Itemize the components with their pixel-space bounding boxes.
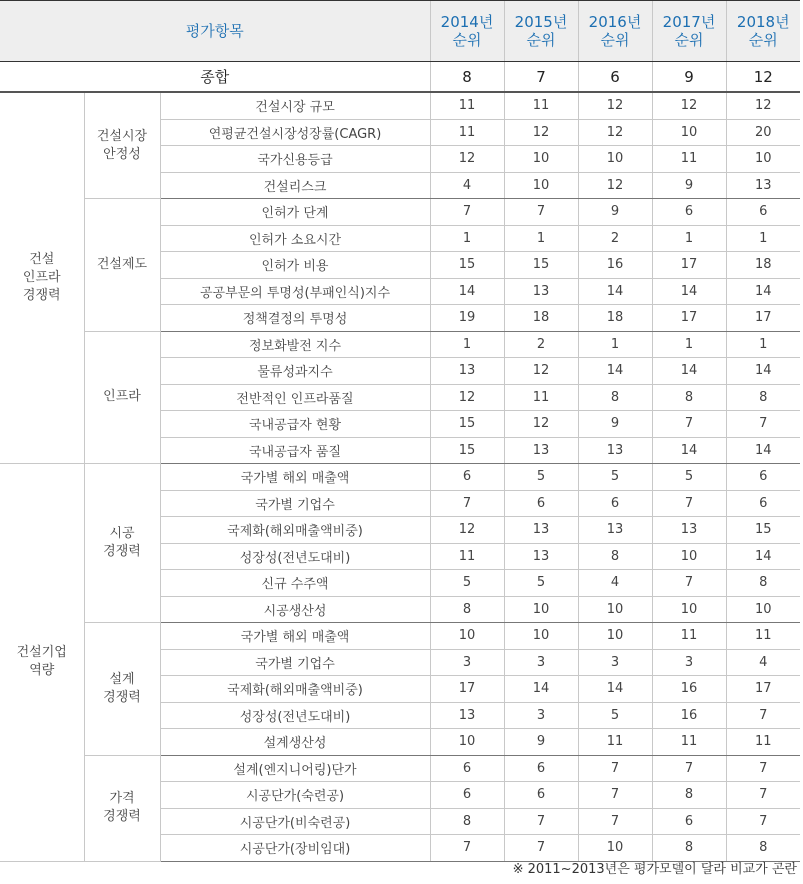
rank-value: 15	[430, 252, 504, 279]
rank-value: 18	[578, 305, 652, 332]
rank-value: 16	[578, 252, 652, 279]
rank-value: 8	[578, 543, 652, 570]
rank-value: 1	[652, 331, 726, 358]
rank-value: 13	[726, 172, 800, 199]
header-year-2017: 2017년 순위	[652, 1, 726, 62]
rank-value: 8	[430, 596, 504, 623]
rank-value: 19	[430, 305, 504, 332]
rank-value: 16	[652, 702, 726, 729]
rank-value: 8	[578, 384, 652, 411]
rank-value: 3	[652, 649, 726, 676]
rank-value: 1	[726, 331, 800, 358]
category-label: 건설기업 역량	[0, 464, 84, 862]
rank-value: 13	[504, 517, 578, 544]
rank-value: 4	[430, 172, 504, 199]
item-label: 국가별 해외 매출액	[160, 623, 430, 650]
item-label: 국내공급자 품질	[160, 437, 430, 464]
header-year-2016: 2016년 순위	[578, 1, 652, 62]
rank-value: 7	[504, 835, 578, 862]
rank-value: 7	[652, 490, 726, 517]
item-label: 국가신용등급	[160, 146, 430, 173]
rank-value: 11	[504, 384, 578, 411]
rank-value: 5	[652, 464, 726, 491]
group-label: 건설시장 안정성	[84, 92, 160, 199]
rank-value: 11	[504, 92, 578, 119]
table-row	[0, 92, 800, 119]
rank-value: 14	[578, 278, 652, 305]
item-label: 정책결정의 투명성	[160, 305, 430, 332]
category-label: 건설 인프라 경쟁력	[0, 92, 84, 464]
rank-value: 10	[430, 729, 504, 756]
rank-value: 15	[430, 437, 504, 464]
rank-value: 1	[430, 225, 504, 252]
rank-value: 6	[430, 782, 504, 809]
rank-value: 12	[578, 172, 652, 199]
rank-value: 12	[578, 119, 652, 146]
group-label: 인프라	[84, 331, 160, 464]
rank-value: 12	[652, 92, 726, 119]
rank-value: 13	[652, 517, 726, 544]
total-value: 6	[578, 62, 652, 93]
rank-value: 7	[726, 411, 800, 438]
rank-value: 7	[652, 411, 726, 438]
rank-value: 8	[726, 384, 800, 411]
item-label: 건설리스크	[160, 172, 430, 199]
rank-value: 10	[652, 596, 726, 623]
rank-value: 8	[652, 782, 726, 809]
rank-value: 10	[430, 623, 504, 650]
rank-value: 8	[726, 570, 800, 597]
rank-value: 5	[504, 464, 578, 491]
rank-value: 17	[726, 305, 800, 332]
item-label: 시공단가(숙련공)	[160, 782, 430, 809]
item-label: 인허가 비용	[160, 252, 430, 279]
rank-value: 14	[726, 437, 800, 464]
rank-value: 5	[578, 702, 652, 729]
rank-value: 11	[578, 729, 652, 756]
rank-value: 6	[430, 464, 504, 491]
rank-value: 10	[578, 596, 652, 623]
header-year-2015: 2015년 순위	[504, 1, 578, 62]
rank-value: 12	[504, 411, 578, 438]
rank-value: 16	[652, 676, 726, 703]
rank-value: 11	[652, 729, 726, 756]
rank-value: 6	[652, 808, 726, 835]
rank-value: 14	[430, 278, 504, 305]
rank-value: 11	[726, 729, 800, 756]
item-label: 국제화(해외매출액비중)	[160, 517, 430, 544]
rank-value: 6	[726, 490, 800, 517]
rank-value: 10	[504, 596, 578, 623]
rank-value: 7	[726, 808, 800, 835]
rank-value: 10	[652, 543, 726, 570]
item-label: 시공생산성	[160, 596, 430, 623]
rank-value: 17	[652, 252, 726, 279]
rank-value: 12	[578, 92, 652, 119]
rank-value: 11	[726, 623, 800, 650]
rank-value: 13	[504, 543, 578, 570]
rank-value: 14	[578, 358, 652, 385]
rank-value: 10	[652, 119, 726, 146]
table-row	[0, 623, 800, 650]
rank-value: 12	[504, 358, 578, 385]
rank-value: 14	[726, 543, 800, 570]
rank-value: 7	[504, 199, 578, 226]
rank-value: 9	[652, 172, 726, 199]
rank-value: 11	[430, 543, 504, 570]
rank-value: 15	[726, 517, 800, 544]
rank-value: 4	[578, 570, 652, 597]
rank-value: 17	[430, 676, 504, 703]
rank-value: 1	[578, 331, 652, 358]
item-label: 인허가 단계	[160, 199, 430, 226]
rank-value: 7	[504, 808, 578, 835]
rank-value: 9	[504, 729, 578, 756]
rank-value: 5	[430, 570, 504, 597]
rank-value: 6	[504, 755, 578, 782]
item-label: 국내공급자 현황	[160, 411, 430, 438]
rank-value: 7	[578, 782, 652, 809]
rank-value: 17	[652, 305, 726, 332]
item-label: 성장성(전년도대비)	[160, 543, 430, 570]
rank-value: 13	[430, 702, 504, 729]
group-label: 건설제도	[84, 199, 160, 332]
rank-value: 6	[726, 464, 800, 491]
rank-value: 11	[430, 119, 504, 146]
rank-value: 7	[652, 755, 726, 782]
item-label: 국가별 해외 매출액	[160, 464, 430, 491]
rank-value: 7	[430, 199, 504, 226]
rank-value: 14	[504, 676, 578, 703]
rank-value: 7	[430, 835, 504, 862]
rank-value: 12	[430, 146, 504, 173]
rank-value: 7	[430, 490, 504, 517]
item-label: 전반적인 인프라품질	[160, 384, 430, 411]
rank-value: 18	[726, 252, 800, 279]
total-row	[0, 62, 800, 93]
rank-value: 3	[504, 649, 578, 676]
item-label: 물류성과지수	[160, 358, 430, 385]
rank-value: 1	[504, 225, 578, 252]
item-label: 정보화발전 지수	[160, 331, 430, 358]
rank-value: 1	[430, 331, 504, 358]
rank-value: 17	[726, 676, 800, 703]
table-row	[0, 199, 800, 226]
rank-value: 14	[578, 676, 652, 703]
rank-value: 10	[578, 146, 652, 173]
rank-value: 2	[504, 331, 578, 358]
rank-value: 8	[652, 384, 726, 411]
rank-value: 10	[578, 623, 652, 650]
rank-value: 12	[430, 517, 504, 544]
rank-value: 8	[430, 808, 504, 835]
rank-value: 14	[652, 358, 726, 385]
rank-value: 6	[504, 782, 578, 809]
rank-value: 6	[430, 755, 504, 782]
rank-value: 8	[726, 835, 800, 862]
rank-value: 20	[726, 119, 800, 146]
total-value: 9	[652, 62, 726, 93]
item-label: 건설시장 규모	[160, 92, 430, 119]
rank-value: 11	[652, 623, 726, 650]
footnote: ※ 2011~2013년은 평가모델이 달라 비교가 곤란	[512, 862, 797, 877]
group-label: 설계 경쟁력	[84, 623, 160, 756]
group-label: 가격 경쟁력	[84, 755, 160, 861]
item-label: 연평균건설시장성장률(CAGR)	[160, 119, 430, 146]
item-label: 국가별 기업수	[160, 649, 430, 676]
rank-value: 10	[504, 623, 578, 650]
rank-value: 13	[430, 358, 504, 385]
rank-value: 11	[652, 146, 726, 173]
rank-value: 14	[652, 278, 726, 305]
item-label: 신규 수주액	[160, 570, 430, 597]
table-row	[0, 755, 800, 782]
rank-value: 9	[578, 411, 652, 438]
rank-value: 18	[504, 305, 578, 332]
rank-value: 10	[504, 146, 578, 173]
rank-value: 7	[726, 782, 800, 809]
rank-value: 11	[430, 92, 504, 119]
rank-value: 4	[726, 649, 800, 676]
rank-value: 12	[726, 92, 800, 119]
rank-value: 13	[578, 517, 652, 544]
total-value: 8	[430, 62, 504, 93]
rank-value: 7	[652, 570, 726, 597]
header-year-2014: 2014년 순위	[430, 1, 504, 62]
group-label: 시공 경쟁력	[84, 464, 160, 623]
item-label: 국가별 기업수	[160, 490, 430, 517]
rank-value: 13	[578, 437, 652, 464]
rank-value: 6	[652, 199, 726, 226]
rank-value: 12	[504, 119, 578, 146]
rank-value: 12	[430, 384, 504, 411]
rank-value: 14	[726, 278, 800, 305]
rank-value: 7	[578, 808, 652, 835]
item-label: 인허가 소요시간	[160, 225, 430, 252]
rank-value: 2	[578, 225, 652, 252]
rank-value: 3	[578, 649, 652, 676]
header-year-2018: 2018년 순위	[726, 1, 800, 62]
item-label: 설계(엔지니어링)단가	[160, 755, 430, 782]
rank-value: 10	[726, 596, 800, 623]
item-label: 설계생산성	[160, 729, 430, 756]
rank-value: 1	[726, 225, 800, 252]
rank-value: 10	[504, 172, 578, 199]
rank-value: 13	[504, 437, 578, 464]
rank-value: 6	[726, 199, 800, 226]
total-value: 12	[726, 62, 800, 93]
rank-value: 13	[504, 278, 578, 305]
rank-value: 14	[652, 437, 726, 464]
item-label: 시공단가(장비임대)	[160, 835, 430, 862]
rank-value: 3	[430, 649, 504, 676]
item-label: 성장성(전년도대비)	[160, 702, 430, 729]
rank-value: 15	[504, 252, 578, 279]
rank-value: 8	[652, 835, 726, 862]
rank-value: 7	[726, 702, 800, 729]
rank-value: 7	[726, 755, 800, 782]
total-value: 7	[504, 62, 578, 93]
rank-value: 10	[726, 146, 800, 173]
item-label: 공공부문의 투명성(부패인식)지수	[160, 278, 430, 305]
total-label: 종합	[0, 62, 430, 93]
table-header-row	[0, 1, 800, 62]
rank-value: 6	[578, 490, 652, 517]
rank-value: 1	[652, 225, 726, 252]
rank-value: 3	[504, 702, 578, 729]
item-label: 시공단가(비숙련공)	[160, 808, 430, 835]
header-item-label: 평가항목	[0, 1, 430, 62]
rank-value: 5	[504, 570, 578, 597]
rank-value: 6	[504, 490, 578, 517]
rank-value: 15	[430, 411, 504, 438]
rank-value: 9	[578, 199, 652, 226]
rank-value: 5	[578, 464, 652, 491]
table-row	[0, 464, 800, 491]
item-label: 국제화(해외매출액비중)	[160, 676, 430, 703]
table-row	[0, 331, 800, 358]
rank-value: 7	[578, 755, 652, 782]
rank-value: 14	[726, 358, 800, 385]
rank-value: 10	[578, 835, 652, 862]
